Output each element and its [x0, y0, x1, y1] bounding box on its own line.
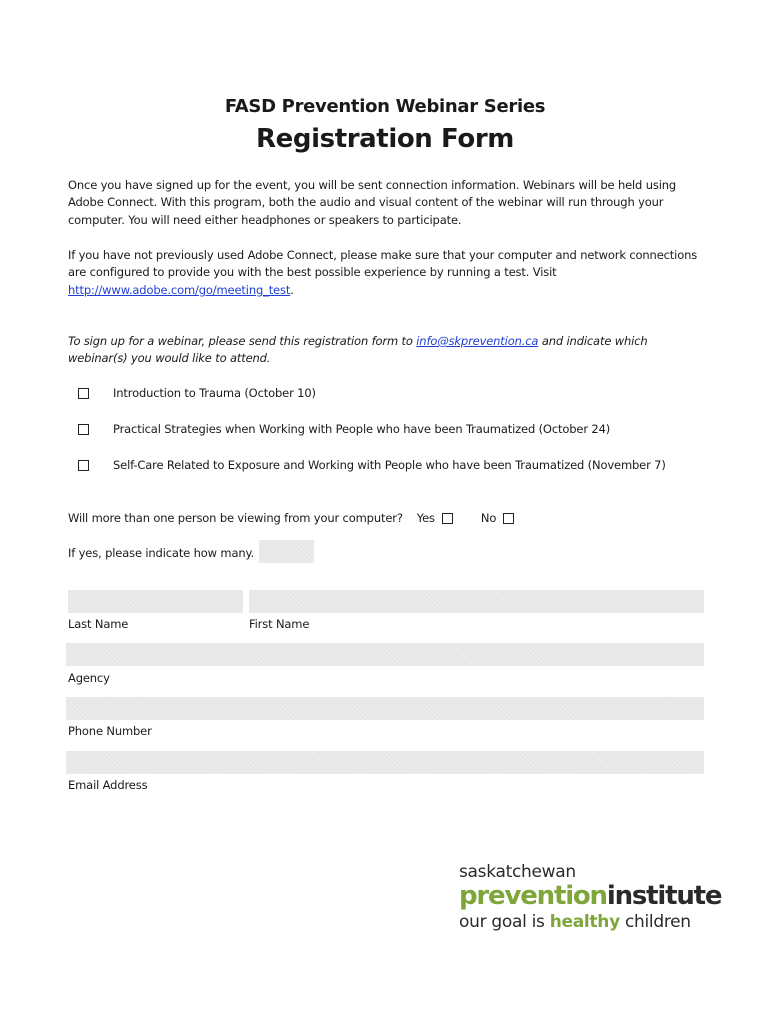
instructions-text-before: To sign up for a webinar, please send this registration form to — [68, 334, 417, 348]
adobe-test-paragraph — [68, 247, 708, 299]
form-title: Registration Form — [256, 124, 514, 154]
yes-label: Yes — [416, 511, 435, 525]
no-label: No — [480, 511, 497, 525]
webinar-label-2: Practical Strategies when Working with People who have been Traumatized (October 24) — [113, 422, 611, 436]
adobe-test-link[interactable]: http://www.adobe.com/go/meeting_test — [68, 282, 291, 297]
email-address-label: Email Address — [68, 778, 148, 792]
webinar-label-3: Self-Care Related to Exposure and Working with People who have been Traumatized (November 7) — [113, 458, 666, 472]
no-checkbox[interactable] — [503, 513, 514, 524]
webinar-option-practical-strategies[interactable] — [78, 420, 610, 438]
agency-label: Agency — [68, 671, 110, 685]
logo-line-saskatchewan: saskatchewan — [459, 862, 576, 882]
last-name-input[interactable] — [68, 590, 243, 613]
webinar-checkbox-1[interactable] — [78, 388, 89, 399]
webinar-option-self-care[interactable] — [78, 456, 666, 474]
webinar-label-1: Introduction to Trauma (October 10) — [113, 386, 316, 400]
registration-email-link[interactable]: info@skprevention.ca — [416, 334, 539, 348]
first-name-label: First Name — [249, 617, 310, 631]
tagline-start: our goal is — [459, 912, 550, 932]
viewer-count-prompt: If yes, please indicate how many. — [68, 546, 255, 560]
email-address-input[interactable] — [66, 751, 704, 774]
viewer-count-input[interactable] — [259, 540, 314, 563]
webinar-option-trauma-intro[interactable] — [78, 384, 316, 402]
yes-option[interactable] — [417, 511, 453, 525]
first-name-input[interactable] — [249, 590, 704, 613]
adobe-test-text: If you have not previously used Adobe Connect, please make sure that your computer and network connections are configured to provide you with the best possible experience by running a test. Visit — [68, 248, 698, 280]
logo-line-prevention-institute — [459, 881, 722, 911]
webinar-checkbox-2[interactable] — [78, 424, 89, 435]
last-name-label: Last Name — [68, 617, 129, 631]
series-title: FASD Prevention Webinar Series — [224, 96, 546, 117]
logo-word-institute: institute — [606, 881, 722, 911]
logo-word-prevention: prevention — [459, 881, 607, 911]
instructions-text-after: and indicate which webinar(s) you would like to attend. — [68, 334, 648, 366]
phone-number-input[interactable] — [66, 697, 704, 720]
adobe-test-end: . — [290, 282, 294, 297]
phone-number-label: Phone Number — [68, 724, 152, 738]
viewer-count-row — [68, 544, 254, 562]
tagline-healthy: healthy — [549, 912, 620, 932]
agency-input[interactable] — [66, 643, 704, 666]
webinar-checkbox-3[interactable] — [78, 460, 89, 471]
intro-paragraph: Once you have signed up for the event, you will be sent connection information. Webinars will be held using Adobe Connect. With this program, both the audio and visual content of the webinar will run through your computer. You will need either headphones or speakers to participate. — [68, 178, 677, 227]
no-option[interactable] — [481, 511, 514, 525]
yes-checkbox[interactable] — [442, 513, 453, 524]
tagline-end: children — [619, 912, 691, 932]
saskatchewan-prevention-institute-logo — [459, 862, 722, 934]
viewers-question-text: Will more than one person be viewing from your computer? — [68, 511, 403, 525]
multiple-viewers-question — [68, 509, 514, 527]
signup-instructions — [68, 333, 708, 368]
logo-tagline — [459, 910, 719, 934]
